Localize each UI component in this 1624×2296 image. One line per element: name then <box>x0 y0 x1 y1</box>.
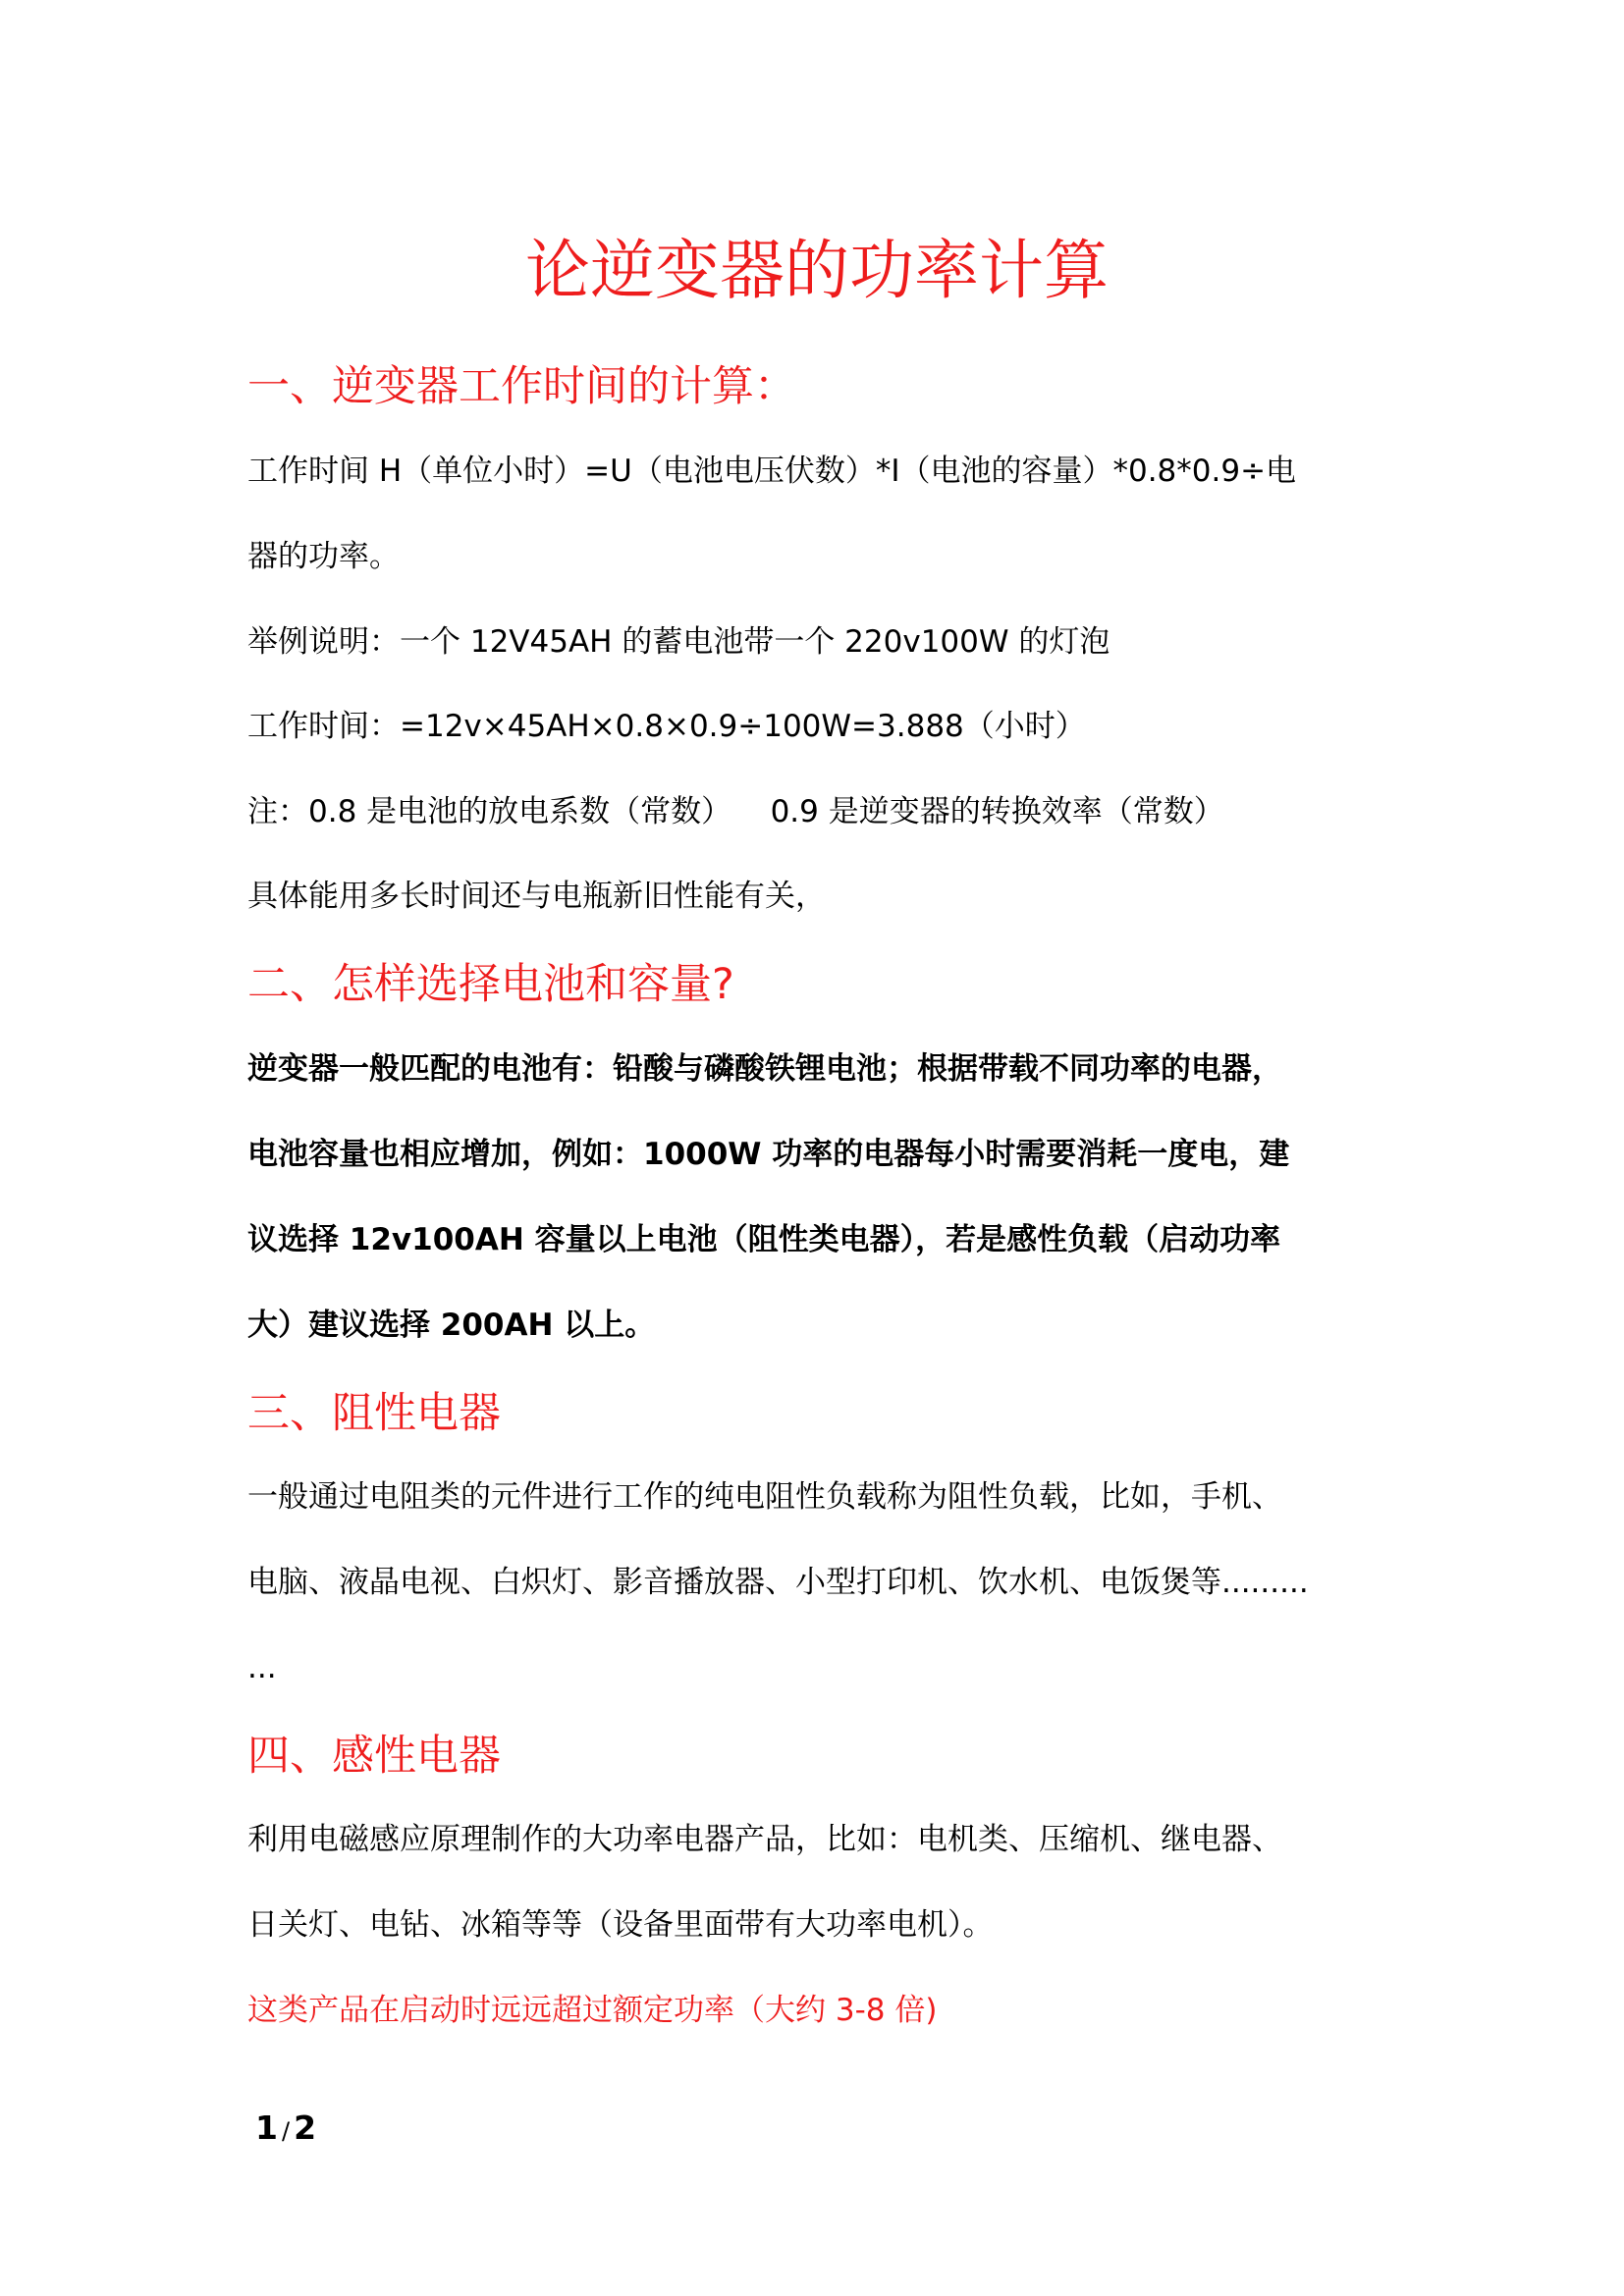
section-2-line-1: 逆变器一般匹配的电池有：铅酸与磷酸铁锂电池；根据带载不同功率的电器， <box>247 1051 1282 1087</box>
section-1-formula-line-2: 器的功率。 <box>247 539 400 574</box>
section-4-highlight: 这类产品在启动时远远超过额定功率（大约 3-8 倍) <box>247 1993 938 2028</box>
section-1-remark: 具体能用多长时间还与电瓶新旧性能有关， <box>247 879 826 914</box>
section-2-line-3: 议选择 12v100AH 容量以上电池（阻性类电器），若是感性负载（启动功率 <box>247 1222 1281 1257</box>
section-1-note: 注：0.8 是电池的放电系数（常数） 0.9 是逆变器的转换效率（常数） <box>247 794 1224 829</box>
page-separator: / <box>281 2117 291 2145</box>
total-pages: 2 <box>294 2109 317 2147</box>
section-2-line-2: 电池容量也相应增加，例如：1000W 功率的电器每小时需要消耗一度电，建 <box>247 1137 1290 1172</box>
section-1-calculation: 工作时间：=12v×45AH×0.8×0.9÷100W=3.888（小时） <box>247 709 1086 744</box>
section-3-line-1: 一般通过电阻类的元件进行工作的纯电阻性负载称为阻性负载，比如，手机、 <box>247 1479 1282 1515</box>
section-4-line-1: 利用电磁感应原理制作的大功率电器产品，比如：电机类、压缩机、继电器、 <box>247 1822 1282 1857</box>
section-3-line-2: 电脑、液晶电视、白炽灯、影音播放器、小型打印机、饮水机、电饭煲等......... <box>247 1565 1309 1600</box>
page-number <box>255 2109 316 2151</box>
section-3-line-3: ... <box>247 1650 277 1685</box>
section-4-line-2: 日关灯、电钻、冰箱等等（设备里面带有大功率电机）。 <box>247 1907 994 1943</box>
section-3-heading: 三、阻性电器 <box>247 1389 501 1438</box>
current-page: 1 <box>255 2109 278 2147</box>
section-2-line-4: 大）建议选择 200AH 以上。 <box>247 1308 656 1343</box>
section-2-heading: 二、怎样选择电池和容量? <box>247 960 734 1009</box>
document-title: 论逆变器的功率计算 <box>525 233 1109 308</box>
section-1-heading: 一、逆变器工作时间的计算： <box>247 362 796 411</box>
document-page <box>247 0 1386 2296</box>
section-4-heading: 四、感性电器 <box>247 1732 501 1781</box>
section-1-formula-line-1: 工作时间 H（单位小时）=U（电池电压伏数）*I（电池的容量）*0.8*0.9÷电 <box>247 454 1297 489</box>
section-1-example: 举例说明：一个 12V45AH 的蓄电池带一个 220v100W 的灯泡 <box>247 624 1110 660</box>
